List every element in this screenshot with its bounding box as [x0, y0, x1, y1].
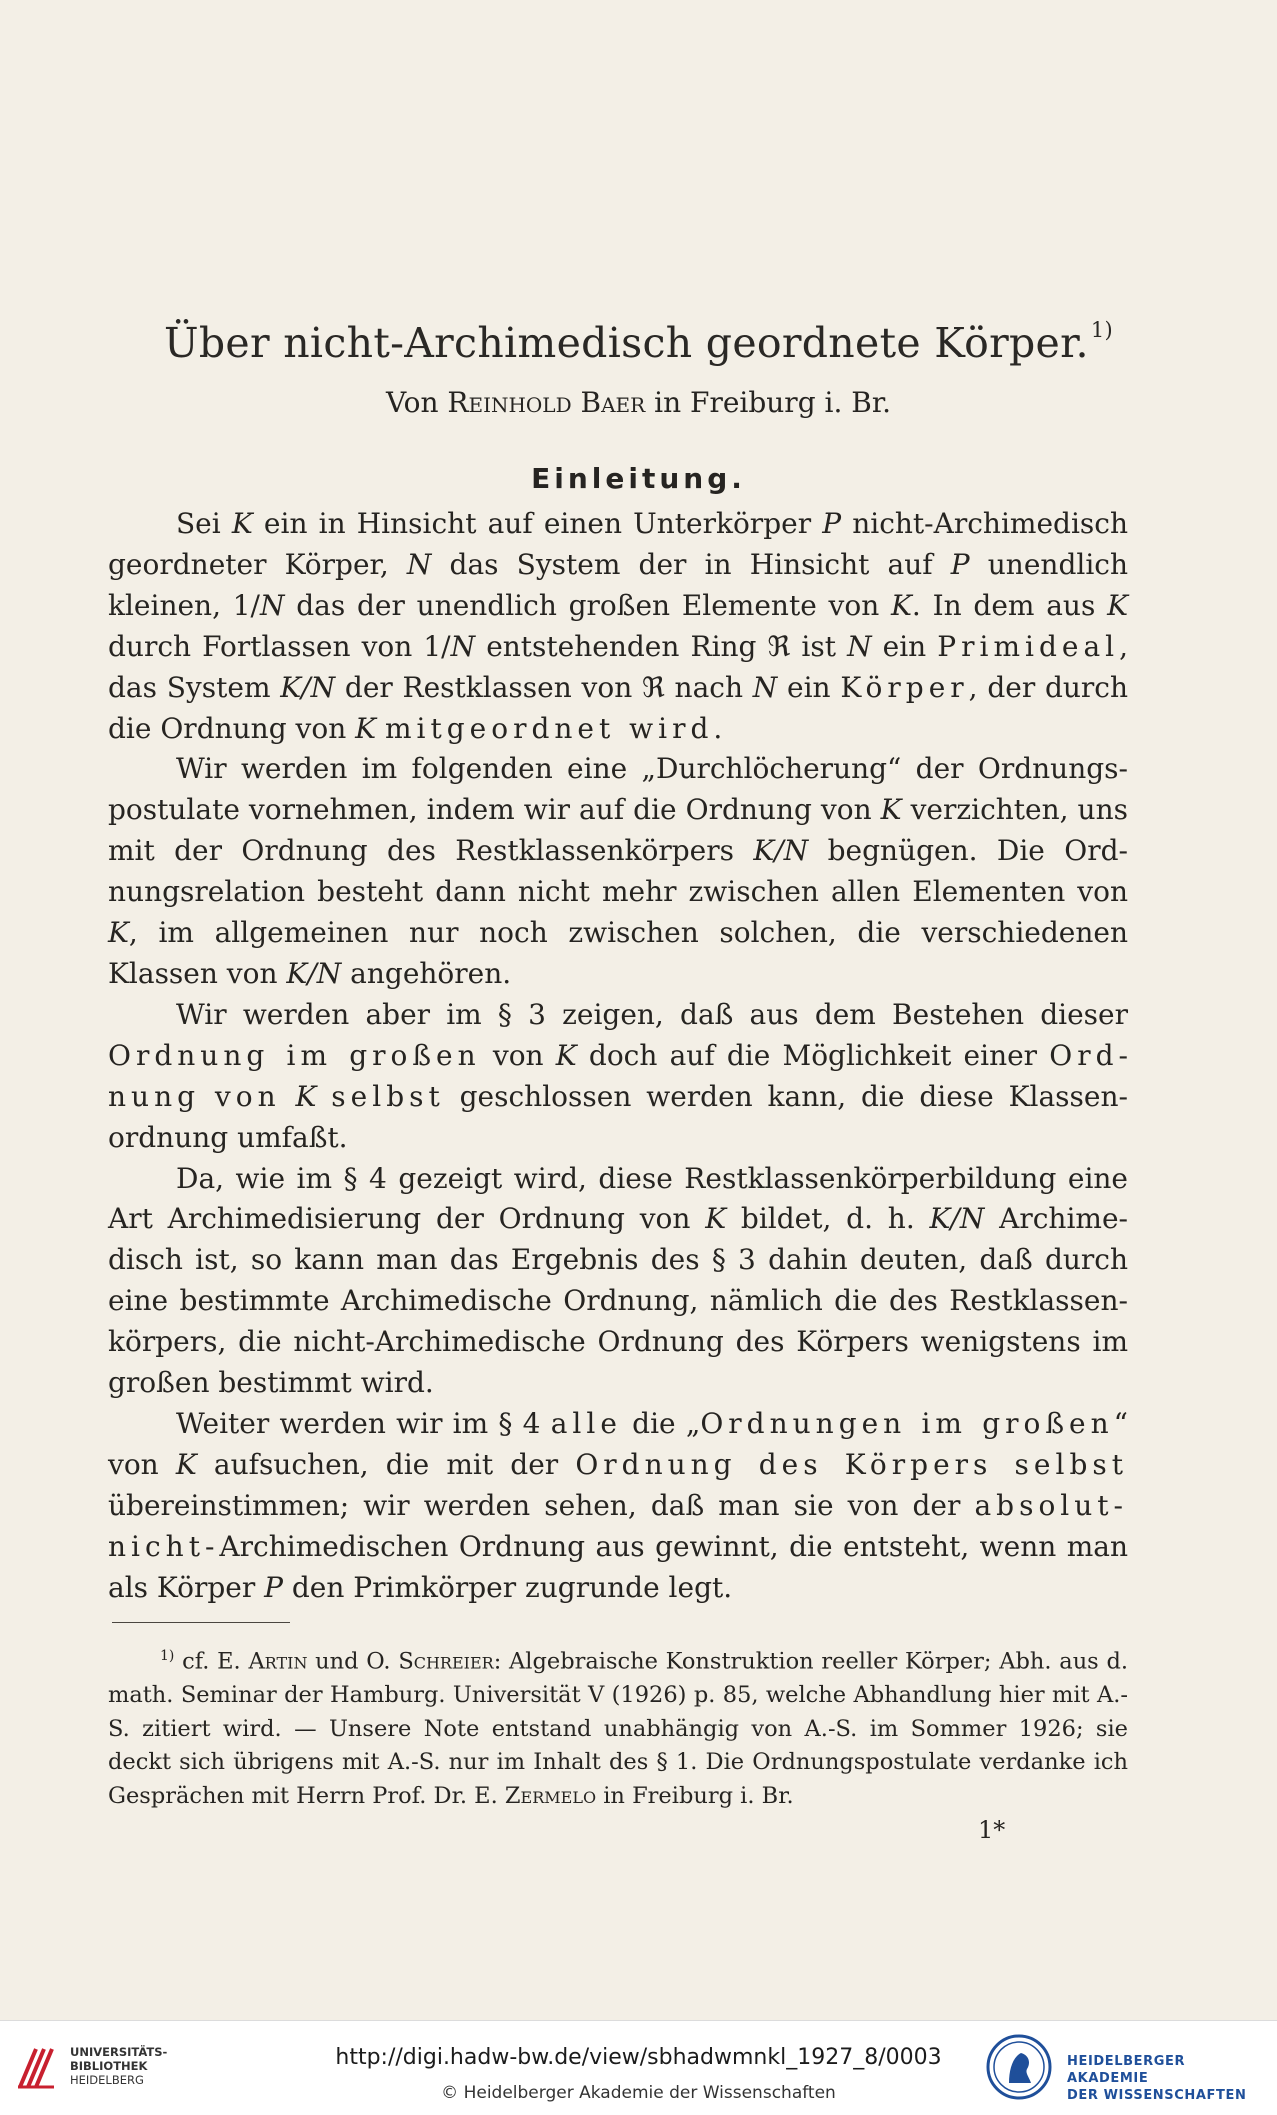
paragraph-3: Wir werden aber im § 3 zeigen, daß aus dem Bestehen dieser Ordnung im großen von K doch auf die Möglichkeit einer Ordnung von K selbst geschlossen werden kann, die diese Klassenordnung umfaßt.	[108, 997, 1128, 1154]
ub-logo-line-3: HEIDELBERG	[70, 2073, 144, 2087]
academy-logo-line-1: HEIDELBERGER AKADEMIE	[1067, 2054, 1186, 2086]
viewer-footer	[0, 2020, 1277, 2115]
academy-logo[interactable]	[985, 2031, 1265, 2105]
article-title: Über nicht-Archimedisch geordnete Körper.$^{1)}$	[164, 318, 1113, 367]
title-footnote-marker: 1)	[1090, 318, 1113, 342]
page-signature: 1*	[978, 1816, 1006, 1844]
footnote-divider	[112, 1622, 290, 1623]
paragraph-1: Sei K ein in Hinsicht auf einen Unterkörper P nicht-Archimedisch geordneter Körper, N das System der in Hinsicht auf P unendlich kleinen, 1/N das der unendlich großen Elemente von K. In dem aus K durch Fortlassen von 1/N entstehenden Ring ℜ ist N ein Primideal, das System K/N der Restklassen von ℜ nach N ein Körper, der durch die Ordnung von K mitgeordnet wird.	[108, 507, 1129, 745]
section-heading: Einleitung.	[531, 462, 746, 495]
copyright-notice: © Heidelberger Akademie der Wissenschaften	[441, 2083, 836, 2103]
ub-logo-line-1: UNIVERSITÄTS-	[70, 2045, 168, 2059]
permalink-url[interactable]: http://digi.hadw-bw.de/view/sbhadwmnkl_1927_8/0003	[335, 2045, 942, 2070]
footnote-marker: 1)	[160, 1648, 175, 1664]
academy-logo-line-2: DER WISSENSCHAFTEN	[1067, 2088, 1247, 2103]
academy-seal-icon	[985, 2033, 1053, 2101]
paragraph-2: Wir werden im folgenden eine „Durchlöcherung“ der Ordnungspostulate vornehmen, indem wir auf die Ordnung von K verzichten, uns mit der Ordnung des Restklassenkörpers K/N begnügen. Die Ordnungsrelation besteht dann nicht mehr zwischen allen Elementen von K, im allgemeinen nur noch zwischen solchen, die verschiedenen Klassen von K/N angehören.	[108, 752, 1128, 990]
paragraph-4: Da, wie im § 4 gezeigt wird, diese Restklassenkörperbildung eine Art Archimedisierung der Ordnung von K bildet, d. h. K/N Archimedisch ist, so kann man das Ergebnis des § 3 dahin deuten, daß durch eine bestimmte Archimedische Ordnung, nämlich die des Restklassenkörpers, die nicht-Archimedische Ordnung des Körpers wenigstens im großen bestimmt wird.	[108, 1161, 1129, 1400]
author-name: Reinhold Baer	[447, 386, 646, 419]
byline: Von Reinhold Baer in Freiburg i. Br.	[385, 386, 892, 419]
paragraph-5: Weiter werden wir im § 4 alle die „Ordnungen im großen“ von K aufsuchen, die mit der Ordnung des Körpers selbst übereinstimmen; wir werden sehen, daß man sie von der absolut-nicht-Archimedischen Ordnung aus gewinnt, die entsteht, wenn man als Körper P den Primkörper zugrunde legt.	[108, 1406, 1128, 1604]
ub-logo-line-2: BIBLIOTHEK	[70, 2059, 148, 2073]
article-body	[108, 504, 1128, 1608]
footnote: $^{1)}$ cf. E. Artin und O. Schreier: Algebraische Konstruktion reeller Körper; Abh. aus d. math. Seminar der Hamburg. Universität V (1926) p. 85, welche Abhandlung hier mit A.-S. zitiert wird. — Unsere Note entstand unabhängig von A.-S. im Sommer 1926; sie deckt sich übrigens mit A.-S. nur im Inhalt des § 1. Die Ordnungspostulate verdanke ich Gesprächen mit Herrn Prof. Dr. E. Zermelo in Freiburg i. Br.	[108, 1648, 1129, 1809]
